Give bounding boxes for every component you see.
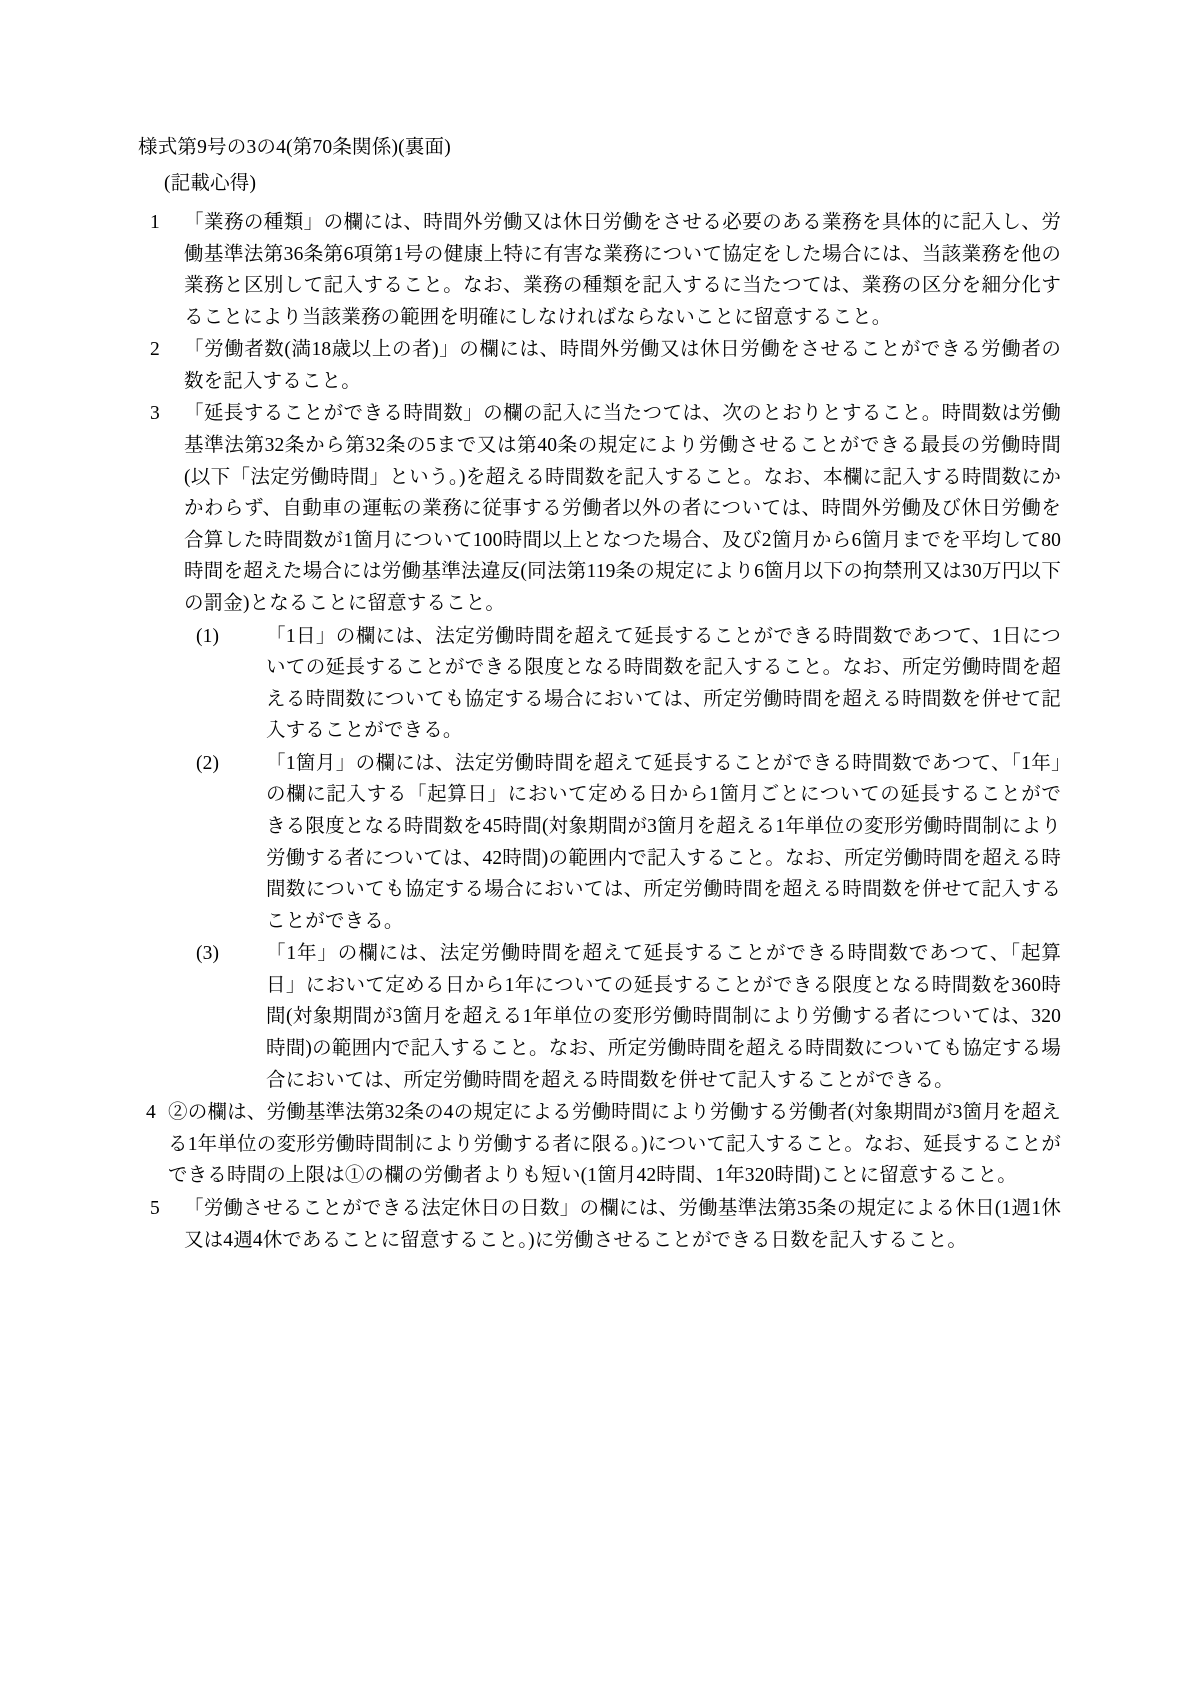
- list-item-text: 「労働者数(満18歳以上の者)」の欄には、時間外労働又は休日労働をさせることができる労働者の数を記入すること。: [184, 339, 1061, 392]
- list-item-number: 3: [150, 403, 160, 425]
- sub-list-item: [138, 748, 1061, 937]
- list-item-number: 4: [146, 1102, 156, 1124]
- sub-list-item: [138, 621, 1061, 747]
- sub-list-item-text: 「1日」の欄には、法定労働時間を超えて延長することができる時間数であつて、1日についての延長することができる限度となる時間数を記入すること。なお、所定労働時間を超える時間数についても協定する場合においては、所定労働時間を超える時間数を併せて記入することができる。: [266, 625, 1061, 742]
- list-item-number: 5: [150, 1197, 160, 1219]
- list-item: [138, 334, 1061, 397]
- sub-list-item-text: 「1年」の欄には、法定労働時間を超えて延長することができる時間数であつて、「起算日」において定める日から1年についての延長することができる限度となる時間数を360時間(対象期間が3箇月を超える1年単位の変形労働時間制により労働する者については、320時間)の範囲内で記入すること。なお、所定労働時間を超える時間数についても協定する場合においては、所定労働時間を超える時間数を併せて記入することができる。: [266, 943, 1061, 1091]
- sub-list-item-number: (3): [196, 943, 220, 965]
- list-item-number: 1: [150, 212, 160, 233]
- section-heading: (記載心得): [164, 172, 257, 194]
- list-item: [138, 1193, 1061, 1256]
- sub-list-item-number: (1): [196, 625, 220, 647]
- sub-list-item-text: 「1箇月」の欄には、法定労働時間を超えて延長することができる時間数であつて、「1年」の欄に記入する「起算日」において定める日から1箇月ごとについての延長することができる限度となる時間数を45時間(対象期間が3箇月を超える1年単位の変形労働時間制により労働する者については、42時間)の範囲内で記入すること。なお、所定労働時間を超える時間数についても協定する場合においては、所定労働時間を超える時間数を併せて記入することができる。: [266, 752, 1061, 932]
- list-item: [138, 207, 1061, 333]
- list-item-text: ②の欄は、労働基準法第32条の4の規定による労働時間により労働する労働者(対象期間が3箇月を超える1年単位の変形労働時間制により労働する者に限る。)について記入すること。なお、延長することができる時間の上限は①の欄の労働者よりも短い(1箇月42時間、1年320時間)ことに留意すること。: [168, 1102, 1061, 1187]
- page-title: 様式第9号の3の4(第70条関係)(裏面): [138, 137, 451, 158]
- sub-list-item: [138, 938, 1061, 1096]
- list-item-number: 2: [150, 339, 160, 361]
- list-item-text: 「延長することができる時間数」の欄の記入に当たつては、次のとおりとすること。時間数は労働基準法第32条から第32条の5まで又は第40条の規定により労働させることができる最長の労働時間(以下「法定労働時間」という。)を超える時間数を記入すること。なお、本欄に記入する時間数にかかわらず、自動車の運転の業務に従事する労働者以外の者については、時間外労働及び休日労働を合算した時間数が1箇月について100時間以上となつた場合、及び2箇月から6箇月までを平均して80時間を超えた場合には労働基準法違反(同法第119条の規定により6箇月以下の拘禁刑又は30万円以下の罰金)となることに留意すること。: [184, 403, 1061, 614]
- list-item-text: 「労働させることができる法定休日の日数」の欄には、労働基準法第35条の規定による休日(1週1休又は4週4休であることに留意すること。)に労働させることができる日数を記入すること。: [184, 1197, 1061, 1251]
- list-item: [138, 398, 1061, 619]
- sub-list-item-number: (2): [196, 752, 220, 774]
- list-item-text: 「業務の種類」の欄には、時間外労働又は休日労働をさせる必要のある業務を具体的に記入し、労働基準法第36条第6項第1号の健康上特に有害な業務について協定をした場合には、当該業務を他の業務と区別して記入すること。なお、業務の種類を記入するに当たつては、業務の区分を細分化することにより当該業務の範囲を明確にしなければならないことに留意すること。: [184, 212, 1061, 328]
- list-item: [138, 1097, 1061, 1192]
